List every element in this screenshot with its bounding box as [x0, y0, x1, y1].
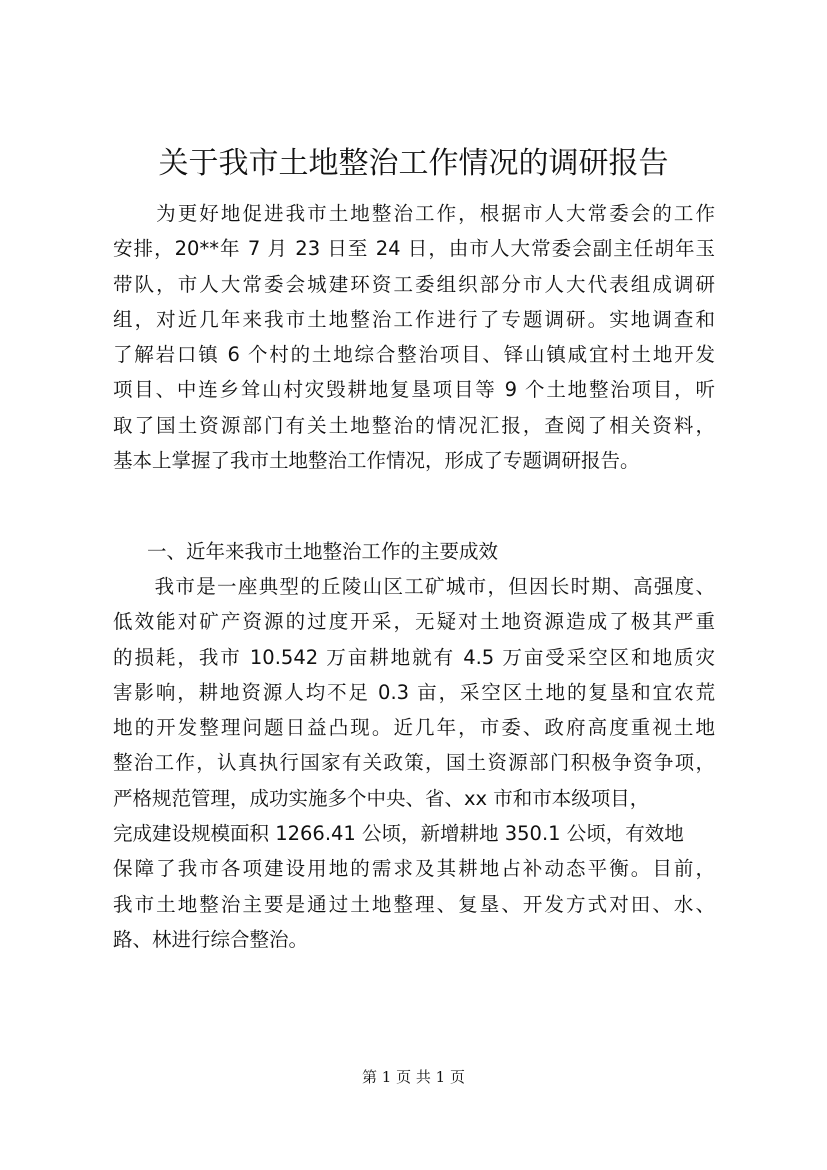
- text-line: 项目、中连乡耸山村灾毁耕地复垦项目等 9 个土地整治项目，听: [113, 378, 715, 402]
- text-line: 了解岩口镇 6 个村的土地综合整治项目、铎山镇咸宜村土地开发: [113, 343, 715, 367]
- text-line: 保障了我市各项建设用地的需求及其耕地占补动态平衡。目前，: [113, 857, 715, 881]
- text-line: 安排，20**年 7 月 23 日至 24 日，由市人大常委会副主任胡年玉: [113, 237, 715, 261]
- text-line: 带队，市人大常委会城建环资工委组织部分市人大代表组成调研: [113, 272, 715, 296]
- text-line: 为更好地促进我市土地整治工作，根据市人大常委会的工作: [113, 202, 715, 225]
- text-line: 完成建设规模面积 1266.41 公顷，新增耕地 350.1 公顷，有效地: [113, 822, 684, 846]
- text-line: 路、林进行综合整治。: [113, 927, 309, 951]
- section-heading: 一、近年来我市土地整治工作的主要成效: [147, 540, 499, 563]
- text-line: 基本上掌握了我市土地整治工作情况，形成了专题调研报告。: [113, 449, 640, 473]
- text-line: 地的开发整理问题日益凸现。近几年，市委、政府高度重视土地: [113, 716, 715, 740]
- text-line: 我市土地整治主要是通过土地整理、复垦、开发方式对田、水、: [113, 892, 715, 916]
- text-line: 害影响，耕地资源人均不足 0.3 亩，采空区土地的复垦和宜农荒: [113, 680, 715, 704]
- text-line: 低效能对矿产资源的过度开采，无疑对土地资源造成了极其严重: [113, 610, 715, 634]
- text-line: 取了国土资源部门有关土地整治的情况汇报，查阅了相关资料，: [113, 413, 715, 437]
- text-line: 整治工作，认真执行国家有关政策，国土资源部门积极争资争项，: [113, 751, 715, 775]
- text-line: 的损耗，我市 10.542 万亩耕地就有 4.5 万亩受采空区和地质灾: [113, 645, 715, 669]
- text-line: 严格规范管理，成功实施多个中央、省、xx 市和市本级项目，: [113, 786, 650, 810]
- page-number-footer: 第 1 页 共 1 页: [362, 1068, 465, 1086]
- paragraph-results: [113, 569, 715, 957]
- text-line: 组，对近几年来我市土地整治工作进行了专题调研。实地调查和: [113, 307, 715, 331]
- text-line: 我市是一座典型的丘陵山区工矿城市，但因长时期、高强度、: [113, 575, 715, 598]
- paragraph-intro: [113, 196, 715, 478]
- document-title: 关于我市土地整治工作情况的调研报告: [158, 146, 669, 181]
